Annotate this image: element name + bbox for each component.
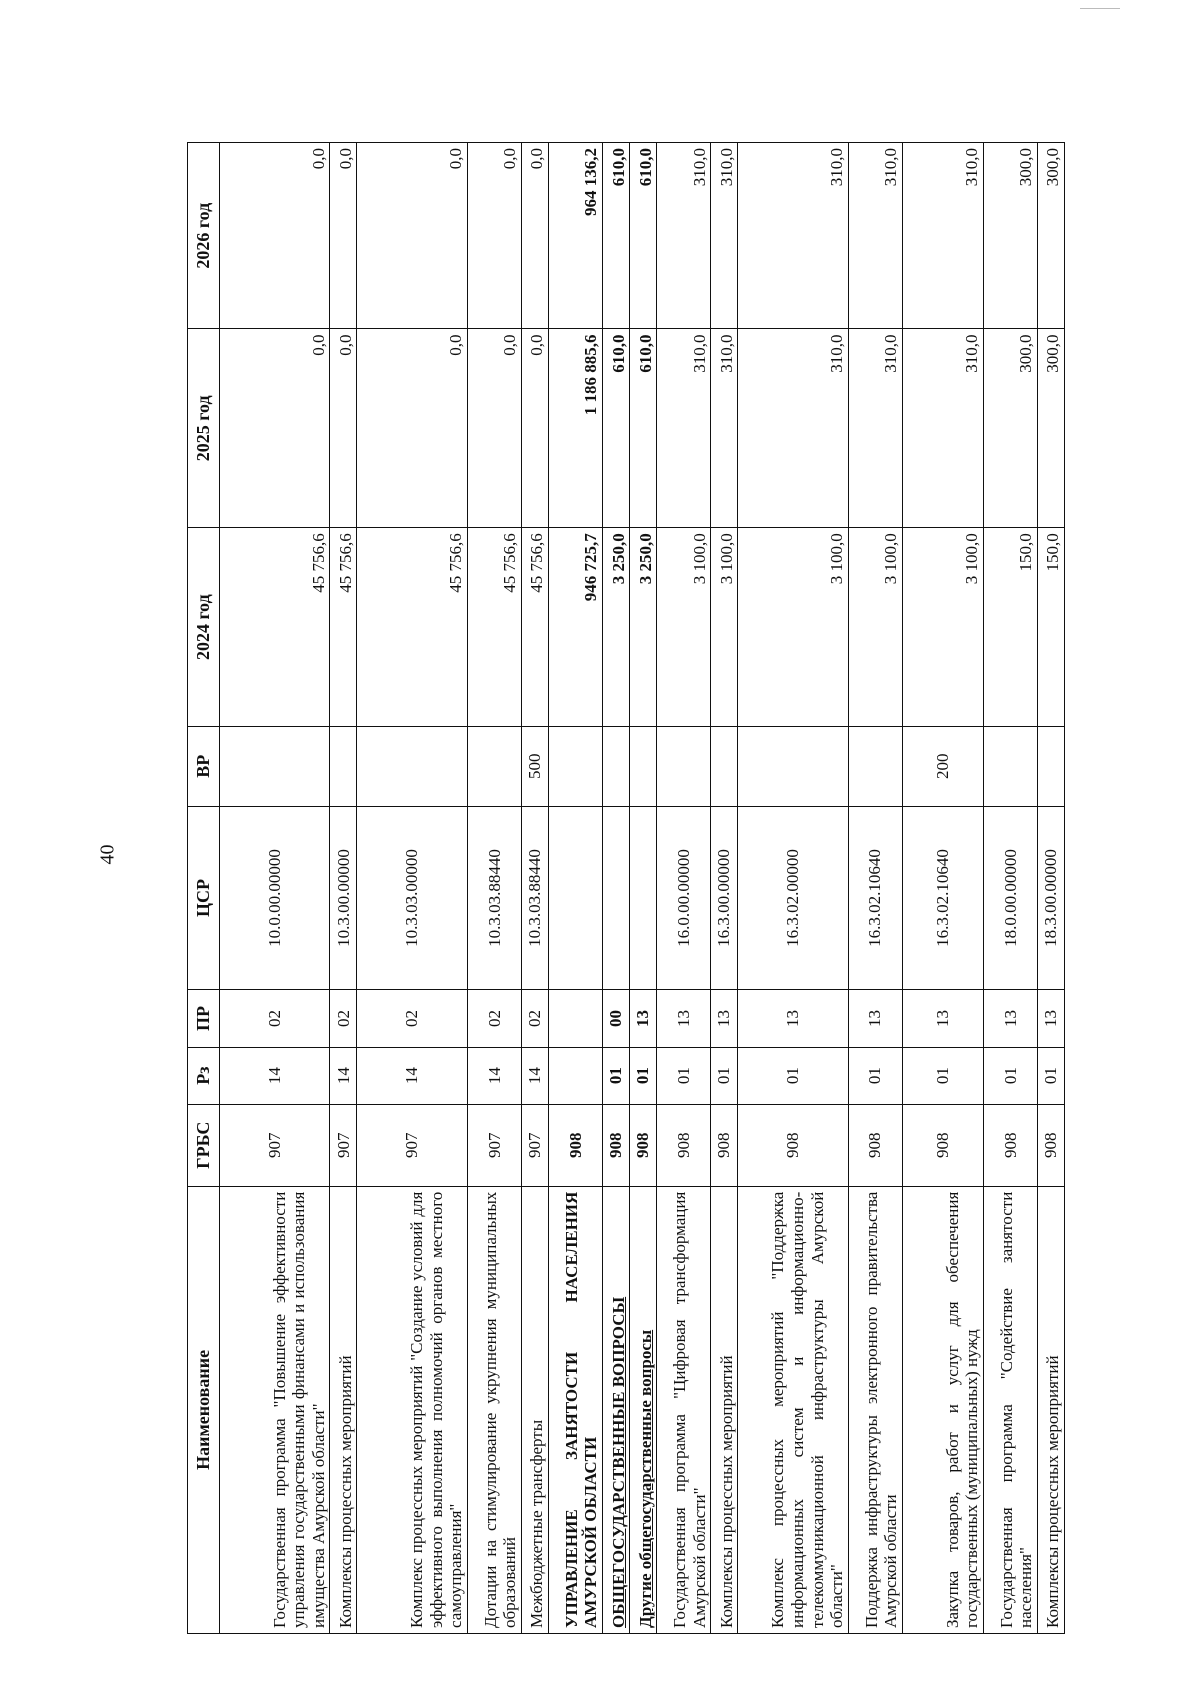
cell-pr: 13 [983, 990, 1037, 1047]
cell-grbs: 908 [603, 1104, 630, 1186]
header-pr: ПР [188, 990, 220, 1047]
cell-y2024: 150,0 [983, 528, 1037, 727]
table-row [848, 143, 902, 1634]
cell-grbs: 907 [467, 1104, 521, 1186]
cell-y2024: 45 756,6 [467, 528, 521, 727]
cell-y2026: 0,0 [220, 143, 330, 329]
cell-vr [603, 727, 630, 807]
cell-csr: 10.0.00.00000 [220, 806, 330, 990]
header-2025: 2025 год [188, 329, 220, 528]
cell-csr: 16.3.02.10640 [848, 806, 902, 990]
cell-grbs: 908 [902, 1104, 983, 1186]
header-name: Наименование [188, 1186, 220, 1633]
table-row [738, 143, 848, 1634]
cell-rz: 14 [357, 1047, 467, 1104]
cell-pr: 02 [467, 990, 521, 1047]
cell-name: Комплексы процессных мероприятий [330, 1186, 357, 1633]
header-rz: Рз [188, 1047, 220, 1104]
header-2024: 2024 год [188, 528, 220, 727]
header-csr: ЦСР [188, 806, 220, 990]
cell-rz: 14 [521, 1047, 548, 1104]
cell-y2025: 0,0 [330, 329, 357, 528]
header-row [188, 143, 220, 1634]
cell-y2024: 45 756,6 [357, 528, 467, 727]
cell-grbs: 908 [983, 1104, 1037, 1186]
cell-y2025: 0,0 [521, 329, 548, 528]
cell-vr [711, 727, 738, 807]
cell-y2026: 310,0 [848, 143, 902, 329]
cell-csr [630, 806, 657, 990]
cell-name: Комплекс процессных мероприятий "Поддержка информационных систем и информационно-телекоммуникационной инфраструктуры Амурской области" [738, 1186, 848, 1633]
table-body [220, 143, 1065, 1634]
header-grbs: ГРБС [188, 1104, 220, 1186]
cell-vr: 200 [902, 727, 983, 807]
cell-pr: 13 [711, 990, 738, 1047]
table-row [548, 143, 602, 1634]
cell-y2024: 45 756,6 [330, 528, 357, 727]
header-2026: 2026 год [188, 143, 220, 329]
cell-rz: 14 [467, 1047, 521, 1104]
cell-y2025: 310,0 [848, 329, 902, 528]
cell-y2026: 300,0 [1037, 143, 1064, 329]
cell-csr: 18.0.00.00000 [983, 806, 1037, 990]
cell-y2025: 0,0 [467, 329, 521, 528]
cell-rz [548, 1047, 602, 1104]
cell-y2026: 964 136,2 [548, 143, 602, 329]
cell-pr: 02 [357, 990, 467, 1047]
cell-y2024: 45 756,6 [220, 528, 330, 727]
cell-grbs: 908 [848, 1104, 902, 1186]
cell-pr: 13 [848, 990, 902, 1047]
cell-csr: 10.3.03.88440 [467, 806, 521, 990]
cell-vr [848, 727, 902, 807]
table-row [357, 143, 467, 1634]
cell-y2026: 310,0 [657, 143, 711, 329]
cell-grbs: 907 [357, 1104, 467, 1186]
cell-y2026: 0,0 [357, 143, 467, 329]
cell-y2024: 3 100,0 [738, 528, 848, 727]
cell-rz: 01 [983, 1047, 1037, 1104]
cell-rz: 01 [630, 1047, 657, 1104]
table-row [330, 143, 357, 1634]
cell-csr [603, 806, 630, 990]
cell-name: Комплексы процессных мероприятий [711, 1186, 738, 1633]
cell-pr: 13 [738, 990, 848, 1047]
cell-y2025: 610,0 [603, 329, 630, 528]
cell-vr [657, 727, 711, 807]
cell-grbs: 908 [1037, 1104, 1064, 1186]
table-row [220, 143, 330, 1634]
cell-name: Комплекс процессных мероприятий "Создание условий для эффективного выполнения полномочий органов местного самоуправления" [357, 1186, 467, 1633]
cell-y2025: 310,0 [711, 329, 738, 528]
cell-vr [220, 727, 330, 807]
cell-grbs: 908 [548, 1104, 602, 1186]
cell-rz: 14 [330, 1047, 357, 1104]
cell-rz: 01 [711, 1047, 738, 1104]
cell-pr: 13 [1037, 990, 1064, 1047]
cell-y2026: 300,0 [983, 143, 1037, 329]
cell-y2024: 3 100,0 [848, 528, 902, 727]
cell-y2026: 310,0 [711, 143, 738, 329]
table-row [902, 143, 983, 1634]
table-row [711, 143, 738, 1634]
cell-y2025: 300,0 [1037, 329, 1064, 528]
cell-y2026: 610,0 [603, 143, 630, 329]
cell-pr [548, 990, 602, 1047]
cell-y2024: 150,0 [1037, 528, 1064, 727]
cell-y2025: 310,0 [738, 329, 848, 528]
cell-csr: 10.3.03.00000 [357, 806, 467, 990]
cell-y2024: 3 250,0 [603, 528, 630, 727]
cell-csr: 16.0.00.00000 [657, 806, 711, 990]
cell-pr: 13 [657, 990, 711, 1047]
cell-y2025: 300,0 [983, 329, 1037, 528]
cell-y2024: 3 100,0 [902, 528, 983, 727]
table-row [521, 143, 548, 1634]
cell-vr: 500 [521, 727, 548, 807]
cell-y2024: 3 100,0 [657, 528, 711, 727]
cell-y2024: 3 250,0 [630, 528, 657, 727]
cell-vr [630, 727, 657, 807]
cell-vr [330, 727, 357, 807]
cell-name: Межбюджетные трансферты [521, 1186, 548, 1633]
cell-pr: 02 [330, 990, 357, 1047]
cell-y2026: 0,0 [467, 143, 521, 329]
cell-y2025: 310,0 [902, 329, 983, 528]
cell-name: УПРАВЛЕНИЕ ЗАНЯТОСТИ НАСЕЛЕНИЯ АМУРСКОЙ ОБЛАСТИ [548, 1186, 602, 1633]
cell-vr [983, 727, 1037, 807]
cell-y2025: 310,0 [657, 329, 711, 528]
cell-y2025: 610,0 [630, 329, 657, 528]
cell-name: ОБЩЕГОСУДАРСТВЕННЫЕ ВОПРОСЫ [603, 1186, 630, 1633]
cell-name: Поддержка инфраструктуры электронного правительства Амурской области [848, 1186, 902, 1633]
cell-csr: 16.3.02.10640 [902, 806, 983, 990]
cell-pr: 02 [220, 990, 330, 1047]
cell-csr: 16.3.02.00000 [738, 806, 848, 990]
cell-vr [357, 727, 467, 807]
scan-edge-mark [1080, 8, 1120, 9]
cell-grbs: 907 [330, 1104, 357, 1186]
cell-y2026: 310,0 [902, 143, 983, 329]
cell-grbs: 907 [521, 1104, 548, 1186]
cell-pr: 13 [630, 990, 657, 1047]
budget-table [187, 142, 1065, 1634]
cell-vr [1037, 727, 1064, 807]
cell-vr [548, 727, 602, 807]
cell-y2024: 45 756,6 [521, 528, 548, 727]
cell-y2025: 1 186 885,6 [548, 329, 602, 528]
cell-rz: 01 [848, 1047, 902, 1104]
cell-name: Закупка товаров, работ и услуг для обеспечения государственных (муниципальных) нужд [902, 1186, 983, 1633]
cell-name: Комплексы процессных мероприятий [1037, 1186, 1064, 1633]
table-row [657, 143, 711, 1634]
cell-csr: 18.3.00.00000 [1037, 806, 1064, 990]
cell-rz: 01 [738, 1047, 848, 1104]
table-row [467, 143, 521, 1634]
cell-y2024: 946 725,7 [548, 528, 602, 727]
cell-y2026: 310,0 [738, 143, 848, 329]
rotated-table-wrapper [187, 142, 1065, 1634]
table-row [1037, 143, 1064, 1634]
cell-pr: 13 [902, 990, 983, 1047]
cell-rz: 01 [902, 1047, 983, 1104]
page-number: 40 [96, 844, 119, 865]
cell-grbs: 908 [711, 1104, 738, 1186]
header-vr: ВР [188, 727, 220, 807]
table-row [983, 143, 1037, 1634]
cell-name: Дотации на стимулирование укрупнения муниципальных образований [467, 1186, 521, 1633]
cell-rz: 01 [603, 1047, 630, 1104]
cell-y2026: 610,0 [630, 143, 657, 329]
cell-rz: 14 [220, 1047, 330, 1104]
cell-rz: 01 [1037, 1047, 1064, 1104]
table-row [603, 143, 630, 1634]
cell-pr: 02 [521, 990, 548, 1047]
cell-csr: 10.3.00.00000 [330, 806, 357, 990]
cell-y2025: 0,0 [357, 329, 467, 528]
cell-csr: 16.3.00.00000 [711, 806, 738, 990]
cell-grbs: 908 [657, 1104, 711, 1186]
cell-name: Государственная программа "Цифровая трансформация Амурской области" [657, 1186, 711, 1633]
cell-y2024: 3 100,0 [711, 528, 738, 727]
cell-name: Государственная программа "Повышение эффективности управления государственными финансами и использования имущества Амурской области" [220, 1186, 330, 1633]
cell-grbs: 907 [220, 1104, 330, 1186]
cell-csr [548, 806, 602, 990]
cell-y2025: 0,0 [220, 329, 330, 528]
cell-y2026: 0,0 [521, 143, 548, 329]
cell-csr: 10.3.03.88440 [521, 806, 548, 990]
cell-name: Другие общегосударственные вопросы [630, 1186, 657, 1633]
cell-grbs: 908 [630, 1104, 657, 1186]
table-row [630, 143, 657, 1634]
cell-rz: 01 [657, 1047, 711, 1104]
cell-grbs: 908 [738, 1104, 848, 1186]
cell-y2026: 0,0 [330, 143, 357, 329]
cell-vr [738, 727, 848, 807]
cell-pr: 00 [603, 990, 630, 1047]
cell-name: Государственная программа "Содействие занятости населения" [983, 1186, 1037, 1633]
cell-vr [467, 727, 521, 807]
